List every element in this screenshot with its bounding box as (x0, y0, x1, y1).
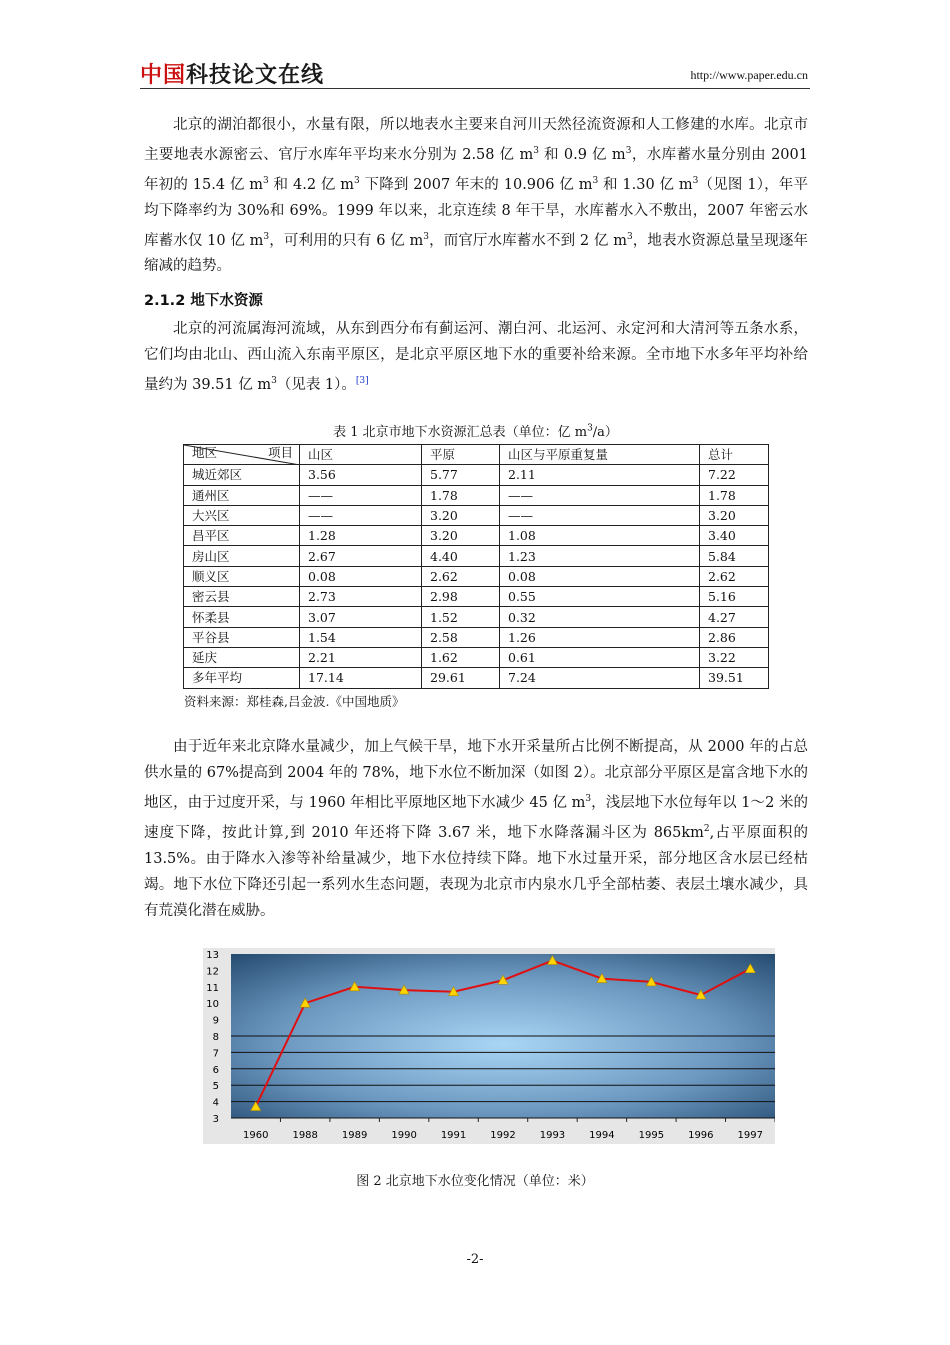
table-row-label: 城近郊区 (184, 465, 300, 485)
section-paragraph: 北京的河流属海河流域，从东到西分布有蓟运河、潮白河、北运河、永定河和大清河等五条水系，它们均由北山、西山流入东南平原区，是北京平原区地下水的重要补给来源。全市地下水多年平均补给量约为 39.51 亿 $m^3$（见表 1）。[3] (144, 321, 808, 393)
table-cell: 5.84 (700, 546, 769, 566)
table-row-label: 多年平均 (184, 668, 300, 688)
table-caption: 表 1 北京市地下水资源汇总表（单位：亿 $m^3/a$） (333, 423, 618, 440)
table-cell: 17.14 (300, 668, 422, 688)
table-cell: 1.78 (700, 485, 769, 505)
corner-label-region: 地区 (192, 445, 218, 460)
y-tick-label: 10 (206, 999, 219, 1011)
table-cell: 7.24 (500, 668, 700, 688)
groundwater-table (183, 444, 769, 689)
table-cell: 0.55 (500, 587, 700, 607)
figure-caption: 图 2 北京地下水位变化情况（单位：米） (356, 1174, 594, 1189)
chart-svg (203, 948, 775, 1144)
table-row-label: 密云县 (184, 587, 300, 607)
x-tick-label: 1991 (440, 1130, 467, 1141)
table-row-label: 怀柔县 (184, 607, 300, 627)
table-cell: 2.11 (500, 465, 700, 485)
table-cell: 1.26 (500, 627, 700, 647)
table-cell: 1.52 (422, 607, 500, 627)
x-tick-label: 1960 (243, 1130, 269, 1141)
x-tick-label: 1994 (589, 1130, 615, 1141)
table-row (184, 546, 769, 566)
y-tick-label: 8 (212, 1032, 219, 1043)
table-row-label: 昌平区 (184, 526, 300, 546)
header-url: http://www.paper.edu.cn (690, 68, 808, 82)
table-cell: 0.08 (500, 566, 700, 586)
table-corner-cell (184, 445, 300, 465)
x-tick-label: 1989 (341, 1130, 368, 1141)
table-row-label: 延庆 (184, 647, 300, 667)
table-cell: 1.28 (300, 526, 422, 546)
table-cell: 5.16 (700, 587, 769, 607)
table-row (184, 668, 769, 688)
table-row (184, 647, 769, 667)
x-tick-label: 1996 (688, 1130, 714, 1141)
intro-paragraph: 北京的湖泊都很小，水量有限，所以地表水主要来自河川天然径流资源和人工修建的水库。北京市主要地表水源密云、官厅水库年平均来水分别为 2.58 亿 $m^3$ 和 0.9 亿 $m^3$，水库蓄水量分别由 2001 年初的 15.4 亿 $m^3$ 和 4.2 亿 $m^3$ 下降到 2007 年末的 10.906 亿 $m^3$ 和 1.30 亿 $m^3$（见图 1），年平均下降率约为 30%和 69%。1999 年以来，北京连续 8 年干旱，水库蓄水入不敷出，2007 年密云水库蓄水仅 10 亿 $m^3$，可利用的只有 6 亿 $m^3$，而官厅水库蓄水不到 2 亿 $m^3$，地表水资源总量呈现逐年缩减的趋势。 (144, 117, 808, 275)
table-cell: 2.67 (300, 546, 422, 566)
y-tick-label: 6 (212, 1064, 219, 1076)
table-cell: 3.20 (700, 505, 769, 525)
table-cell: 2.62 (422, 566, 500, 586)
table-cell: 1.78 (422, 485, 500, 505)
page-number: -2- (466, 1252, 484, 1267)
table-header-cell: 总计 (700, 445, 769, 465)
table-row-label: 顺义区 (184, 566, 300, 586)
y-tick-label: 3 (212, 1114, 219, 1125)
table-row (184, 505, 769, 525)
citation-link[interactable]: [3] (355, 376, 369, 386)
table-row (184, 485, 769, 505)
journal-logo: 中国科技论文在线 (140, 63, 325, 88)
table-cell: 2.62 (700, 566, 769, 586)
table-header-cell: 平原 (422, 445, 500, 465)
table-cell: —— (500, 505, 700, 525)
table-cell: 1.62 (422, 647, 500, 667)
table-cell: 5.77 (422, 465, 500, 485)
water-level-chart (203, 948, 775, 1144)
x-tick-label: 1997 (737, 1130, 763, 1141)
y-tick-label: 7 (212, 1048, 219, 1060)
table-cell: 3.56 (300, 465, 422, 485)
table-cell: 39.51 (700, 668, 769, 688)
table-cell: 0.08 (300, 566, 422, 586)
table-header-cell: 山区与平原重复量 (500, 445, 700, 465)
x-tick-label: 1992 (490, 1130, 516, 1141)
y-tick-label: 9 (212, 1015, 219, 1027)
table-cell: 0.61 (500, 647, 700, 667)
table-cell: —— (300, 505, 422, 525)
y-tick-label: 11 (206, 982, 219, 994)
table-cell: 1.54 (300, 627, 422, 647)
table-cell: 3.20 (422, 505, 500, 525)
table-row-label: 通州区 (184, 485, 300, 505)
table-cell: 3.22 (700, 647, 769, 667)
table-row (184, 587, 769, 607)
table-row (184, 465, 769, 485)
table-header-row (184, 445, 769, 465)
table-cell: 1.08 (500, 526, 700, 546)
table-cell: —— (300, 485, 422, 505)
table-cell: 3.07 (300, 607, 422, 627)
section-heading: 2.1.2 地下水资源 (144, 293, 263, 309)
table-cell: 3.20 (422, 526, 500, 546)
table-cell: 4.27 (700, 607, 769, 627)
y-tick-label: 12 (206, 966, 219, 978)
table-cell: 1.23 (500, 546, 700, 566)
table-row (184, 526, 769, 546)
table-row-label: 房山区 (184, 546, 300, 566)
table-row (184, 607, 769, 627)
table-row-label: 大兴区 (184, 505, 300, 525)
table-row (184, 627, 769, 647)
table-cell: 2.73 (300, 587, 422, 607)
table-row-label: 平谷县 (184, 627, 300, 647)
y-tick-label: 4 (212, 1097, 219, 1109)
y-tick-label: 13 (206, 950, 219, 961)
table-source: 资料来源：郑桂森,吕金波.《中国地质》 (184, 694, 405, 709)
table-cell: —— (500, 485, 700, 505)
y-tick-label: 5 (212, 1081, 219, 1093)
table-cell: 0.32 (500, 607, 700, 627)
table-cell: 29.61 (422, 668, 500, 688)
table-row (184, 566, 769, 586)
groundwater-paragraph: 由于近年来北京降水量减少，加上气候干旱，地下水开采量所占比例不断提高，从 2000 年的占总供水量的 67%提高到 2004 年的 78%，地下水位不断加深（如图 2）。北京部分平原区是富含地下水的地区，由于过度开采，与 1960 年相比平原地区地下水减少 45 亿 $m^3$，浅层地下水位每年以 1～2 米的速度下降，按此计算,到 2010 年还将下降 3.67 米，地下水降落漏斗区为 $865km^2$,占平原面积的 13.5%。由于降水入渗等补给量减少，地下水位持续下降。地下水过量开采，部分地区含水层已经枯竭。地下水位下降还引起一系列水生态问题，表现为北京市内泉水几乎全部枯萎、表层土壤水减少，具有荒漠化潜在威胁。 (144, 739, 808, 919)
table-cell: 3.40 (700, 526, 769, 546)
table-cell: 2.86 (700, 627, 769, 647)
corner-label-item: 项目 (267, 445, 293, 460)
table-header-cell: 山区 (300, 445, 422, 465)
x-tick-label: 1990 (391, 1130, 417, 1141)
table-cell: 4.40 (422, 546, 500, 566)
table-cell: 2.21 (300, 647, 422, 667)
page-header (140, 56, 810, 89)
x-tick-label: 1995 (638, 1130, 665, 1141)
table-cell: 7.22 (700, 465, 769, 485)
x-tick-label: 1993 (539, 1130, 566, 1141)
x-tick-label: 1988 (292, 1130, 318, 1141)
table-cell: 2.58 (422, 627, 500, 647)
table-cell: 2.98 (422, 587, 500, 607)
